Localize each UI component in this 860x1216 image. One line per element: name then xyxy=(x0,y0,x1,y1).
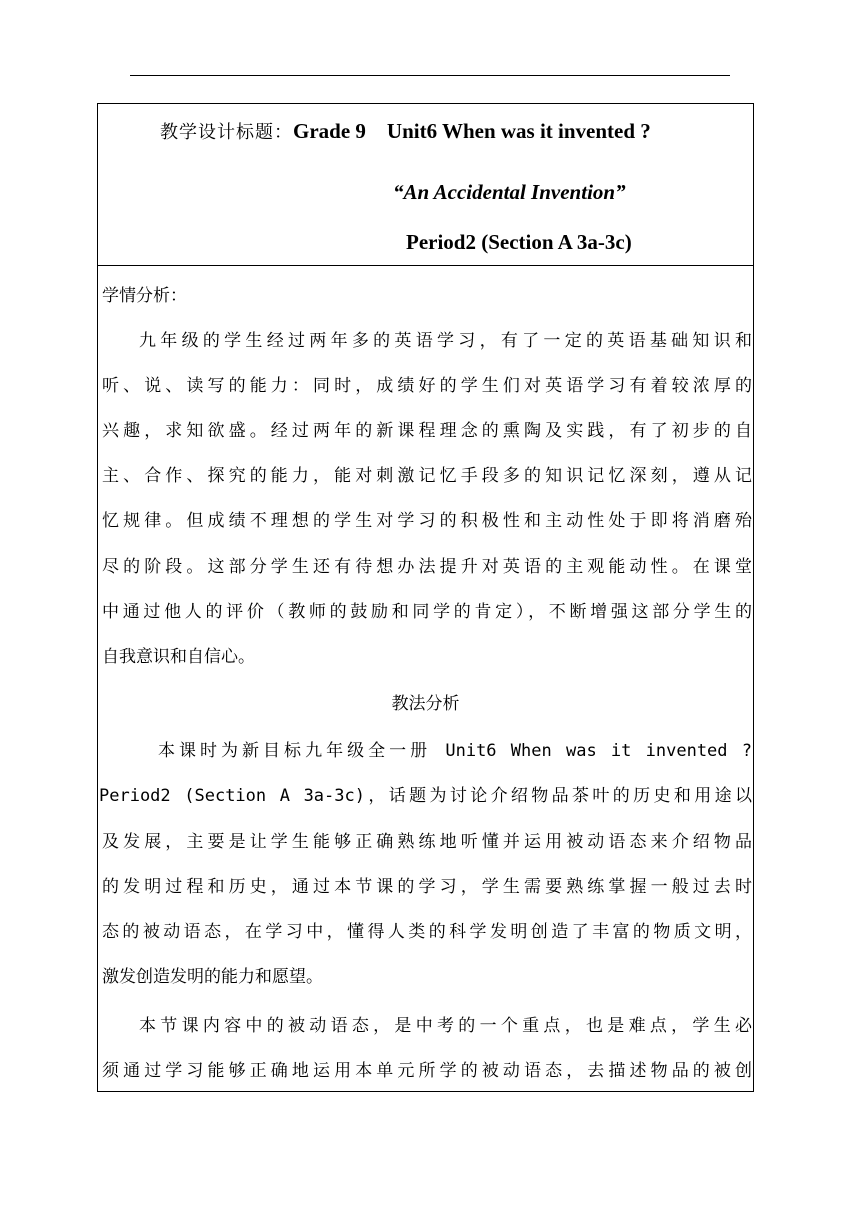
paragraph-line: 自我意识和自信心。 xyxy=(102,647,255,667)
paragraph-line: 及发展，主要是让学生能够正确熟练地听懂并运用被动语态来介绍物品 xyxy=(102,832,752,852)
content-cell xyxy=(98,266,753,1092)
paragraph-line: 尽的阶段。这部分学生还有待想办法提升对英语的主观能动性。在课堂 xyxy=(102,557,752,577)
title-cell xyxy=(98,104,753,266)
lesson-title-unit: Grade 9 Unit6 When was it invented ? xyxy=(293,119,651,143)
paragraph-line: 兴趣，求知欲盛。经过两年的新课程理念的熏陶及实践，有了初步的自 xyxy=(102,421,752,441)
paragraph-line: 本节课内容中的被动语态，是中考的一个重点，也是难点，学生必 xyxy=(139,1016,752,1036)
paragraph-line: Period2 (Section A 3a-3c)，话题为讨论介绍物品茶叶的历史和用途以 xyxy=(99,786,752,806)
paragraph-line: 主、合作、探究的能力，能对刺激记忆手段多的知识记忆深刻，遵从记 xyxy=(102,466,752,486)
section-heading-student-analysis: 学情分析： xyxy=(102,286,187,306)
lesson-title xyxy=(160,118,651,144)
section-heading-teaching-method: 教法分析 xyxy=(391,694,460,714)
header-rule xyxy=(130,75,730,76)
paragraph-line: 中通过他人的评价（教师的鼓励和同学的肯定），不断增强这部分学生的 xyxy=(102,602,752,622)
paragraph-line: 听、说、读写的能力：同时，成绩好的学生们对英语学习有着较浓厚的 xyxy=(102,376,752,396)
lesson-title-label: 教学设计标题： xyxy=(160,122,293,143)
paragraph-line: 的发明过程和历史，通过本节课的学习，学生需要熟练掌握一般过去时 xyxy=(102,877,752,897)
paragraph-line: 九年级的学生经过两年多的英语学习，有了一定的英语基础知识和 xyxy=(139,331,752,351)
paragraph-line: 激发创造发明的能力和愿望。 xyxy=(102,967,323,987)
lesson-period: Period2 (Section A 3a-3c) xyxy=(406,230,632,254)
paragraph-line: 忆规律。但成绩不理想的学生对学习的积极性和主动性处于即将消磨殆 xyxy=(102,511,752,531)
lesson-plan-table xyxy=(97,103,754,1092)
paragraph-line: 须通过学习能够正确地运用本单元所学的被动语态，去描述物品的被创 xyxy=(102,1061,752,1081)
paragraph-line: 态的被动语态，在学习中，懂得人类的科学发明创造了丰富的物质文明， xyxy=(102,922,752,942)
paragraph-line: 本课时为新目标九年级全一册 Unit6 When was it invented ? xyxy=(158,741,752,761)
lesson-subtitle: “An Accidental Invention” xyxy=(393,180,626,204)
